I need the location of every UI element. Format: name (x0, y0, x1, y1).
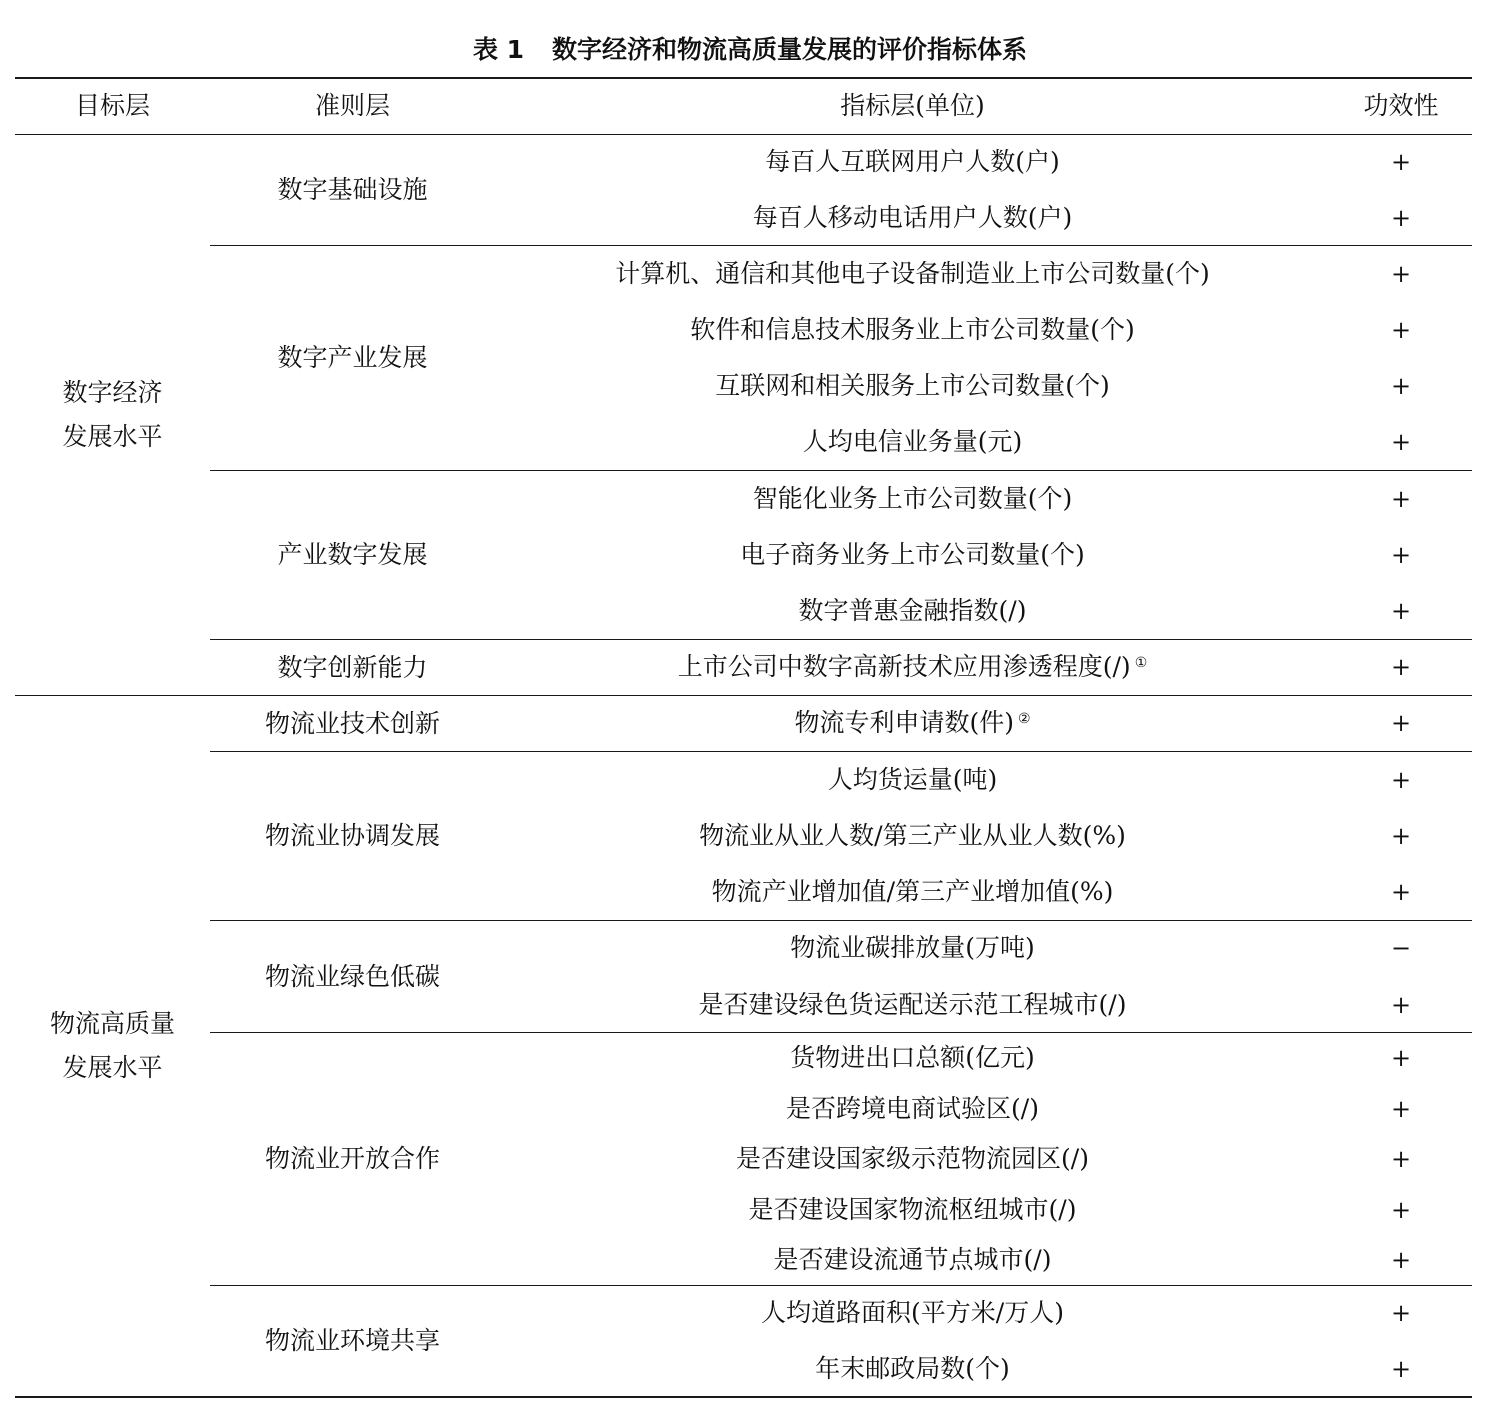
indicator-cell: 计算机、通信和其他电子设备制造业上市公司数量(个) (615, 259, 1210, 288)
effect-cell: + (1390, 485, 1412, 513)
indicator-cell: 软件和信息技术服务业上市公司数量(个) (690, 315, 1135, 344)
effect-cell: + (1390, 541, 1412, 569)
effect-cell: + (1390, 597, 1412, 625)
indicator-cell: 电子商务业务上市公司数量(个) (740, 540, 1085, 569)
criterion-cell: 物流业环境共享 (264, 1326, 440, 1355)
criterion-cell: 产业数字发展 (277, 540, 428, 569)
indicator-cell: 是否建设绿色货运配送示范工程城市(/) (698, 990, 1127, 1019)
indicator-cell: 物流产业增加值/第三产业增加值(%) (711, 877, 1114, 906)
indicator-text: 物流专利申请数(件) (794, 708, 1014, 737)
effect-cell: + (1390, 148, 1412, 176)
header-criterion: 准则层 (314, 91, 390, 120)
indicator-text: 上市公司中数字高新技术应用渗透程度(/) (677, 652, 1131, 681)
indicator-cell: 人均电信业务量(元) (802, 427, 1023, 456)
effect-cell: + (1390, 260, 1412, 288)
effect-cell: + (1390, 428, 1412, 456)
effect-cell: + (1390, 878, 1412, 906)
indicator-cell: 人均货运量(吨) (827, 765, 998, 794)
effect-cell: + (1390, 1246, 1412, 1274)
target-line: 发展水平 (62, 422, 163, 451)
criterion-cell: 数字创新能力 (277, 652, 428, 682)
criterion-cell: 物流业开放合作 (264, 1144, 440, 1173)
criterion-cell: 物流业协调发展 (264, 821, 440, 850)
target-cell (15, 135, 210, 695)
indicator-cell: 是否跨境电商试验区(/) (786, 1094, 1039, 1123)
effect-cell: + (1390, 1355, 1412, 1383)
effect-cell: + (1390, 1145, 1412, 1173)
effect-cell: + (1390, 822, 1412, 850)
indicator-cell (495, 645, 1330, 689)
indicator-cell: 物流业碳排放量(万吨) (790, 933, 1035, 962)
target-cell (15, 696, 210, 1396)
indicator-cell: 数字普惠金融指数(/) (798, 596, 1027, 625)
criterion-cell: 数字产业发展 (277, 343, 428, 372)
criterion-cell: 数字基础设施 (277, 175, 428, 204)
effect-cell: + (1390, 991, 1412, 1019)
header-effect: 功效性 (1363, 91, 1439, 120)
target-line: 物流高质量 (49, 1009, 175, 1038)
indicator-cell: 是否建设国家物流枢纽城市(/) (748, 1195, 1077, 1224)
top-rule (15, 77, 1472, 79)
effect-cell: + (1390, 766, 1412, 794)
footnote-marker: ① (1134, 655, 1148, 671)
footnote-marker: ② (1017, 711, 1031, 727)
effect-cell: − (1390, 934, 1412, 962)
indicator-cell: 年末邮政局数(个) (815, 1354, 1010, 1383)
effect-cell: + (1390, 1044, 1412, 1072)
indicator-cell: 互联网和相关服务上市公司数量(个) (715, 371, 1110, 400)
indicator-cell: 物流业从业人数/第三产业从业人数(%) (699, 821, 1126, 850)
header-target: 目标层 (74, 91, 150, 120)
criterion-cell: 物流业绿色低碳 (264, 961, 440, 991)
effect-cell: + (1390, 316, 1412, 344)
indicator-cell (495, 701, 1330, 745)
indicator-cell: 人均道路面积(平方米/万人) (761, 1298, 1064, 1327)
effect-cell: + (1390, 1095, 1412, 1123)
target-line: 发展水平 (62, 1053, 163, 1082)
bottom-rule (15, 1396, 1472, 1398)
effect-cell: + (1390, 709, 1412, 737)
effect-cell: + (1390, 1299, 1412, 1327)
criterion-cell: 物流业技术创新 (264, 708, 440, 738)
indicator-cell: 每百人移动电话用户人数(户) (752, 203, 1073, 232)
effect-cell: + (1390, 204, 1412, 232)
indicator-cell: 每百人互联网用户人数(户) (765, 147, 1060, 176)
indicator-cell: 智能化业务上市公司数量(个) (752, 484, 1073, 513)
indicator-cell: 货物进出口总额(亿元) (790, 1043, 1035, 1072)
table-caption-number: 表 1 (472, 35, 525, 64)
table-caption (0, 30, 1500, 70)
effect-cell: + (1390, 653, 1412, 681)
effect-cell: + (1390, 1196, 1412, 1224)
target-line: 数字经济 (62, 378, 163, 407)
table-caption-title: 数字经济和物流高质量发展的评价指标体系 (552, 35, 1028, 64)
indicator-cell: 是否建设国家级示范物流园区(/) (736, 1144, 1089, 1173)
indicator-cell: 是否建设流通节点城市(/) (773, 1245, 1052, 1274)
header-indicator: 指标层(单位) (840, 91, 985, 120)
effect-cell: + (1390, 372, 1412, 400)
